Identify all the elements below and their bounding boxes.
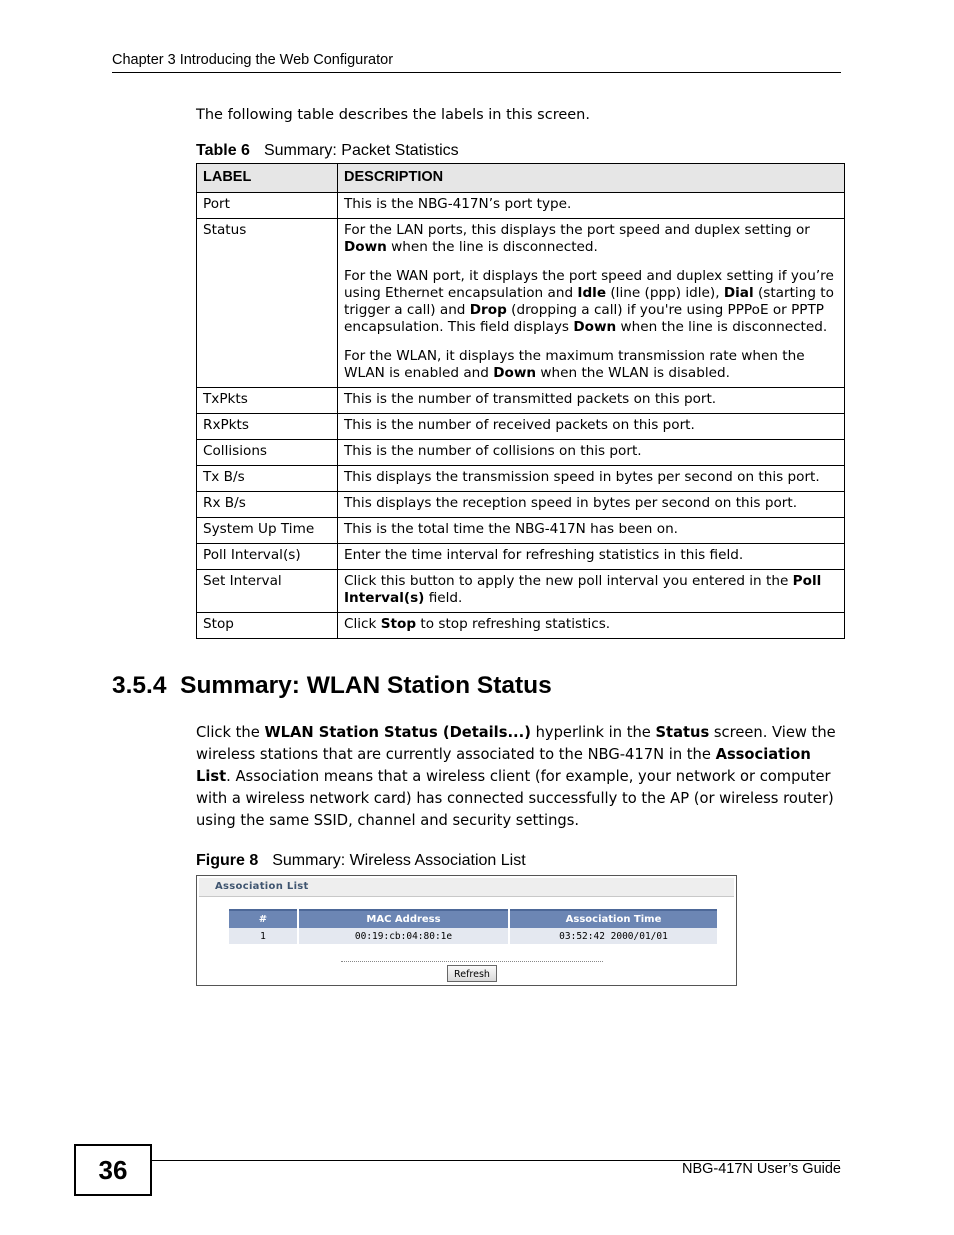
table-caption — [196, 142, 459, 160]
running-header — [112, 52, 841, 73]
table-row — [197, 466, 845, 492]
set-interval-paragraph: Click this button to apply the new poll interval you entered in the Poll Interval(s) field. — [344, 573, 822, 606]
row-label: Poll Interval(s) — [197, 544, 338, 570]
row-label: Status — [197, 219, 338, 388]
row-description: This is the number of received packets on this port. — [338, 414, 845, 440]
row-label: System Up Time — [197, 518, 338, 544]
bold-term: Association List — [196, 746, 811, 785]
row-description: This is the NBG-417N’s port type. — [338, 193, 845, 219]
packet-statistics-table — [196, 163, 845, 639]
row-label: Port — [197, 193, 338, 219]
figure-number: Figure 8 — [196, 852, 259, 869]
row-label: Rx B/s — [197, 492, 338, 518]
bold-term: Down — [344, 239, 387, 255]
section-body-text: Click the WLAN Station Status (Details...) hyperlink in the Status screen. View the wireless stations that are currently associated to the NBG-417N in the Association List. Association means that a wireless client (for example, your network or computer with a wireless network card) has connected successfully to the AP (or wireless router) using the same SSID, channel and security settings. — [196, 724, 836, 829]
station-mac-address: 00:19:cb:04:80:1e — [299, 928, 508, 944]
section-title: Summary: WLAN Station Status — [180, 672, 552, 699]
figure-title: Summary: Wireless Association List — [272, 852, 526, 869]
stop-paragraph: Click Stop to stop refreshing statistics. — [344, 616, 611, 632]
table-row — [197, 613, 845, 639]
row-label: Stop — [197, 613, 338, 639]
row-description: This displays the transmission speed in bytes per second on this port. — [338, 466, 845, 492]
association-list-title: Association List — [215, 881, 309, 892]
table-header-row — [197, 164, 845, 193]
status-wan-paragraph: For the WAN port, it displays the port speed and duplex setting if you’re using Ethernet encapsulation and Idle (line (ppp) idle), Dial (starting to trigger a call) and Drop (dropping a call) if you're using PPPoE or PPTP encapsulation. This field displays Down when the line is disconnected. — [344, 268, 834, 335]
table-row — [229, 928, 717, 944]
row-description: This is the total time the NBG-417N has been on. — [338, 518, 845, 544]
table-title: Summary: Packet Statistics — [263, 142, 459, 159]
table-row — [197, 193, 845, 219]
bold-term: Down — [573, 319, 617, 335]
table-row — [197, 518, 845, 544]
row-description — [338, 219, 845, 388]
table-row — [197, 388, 845, 414]
association-list-title-bar — [199, 878, 734, 897]
bold-term: Dial — [723, 285, 754, 301]
row-label: TxPkts — [197, 388, 338, 414]
row-label: Collisions — [197, 440, 338, 466]
association-time-column-header[interactable]: Association Time — [510, 909, 717, 928]
status-lan-paragraph: For the LAN ports, this displays the port speed and duplex setting or Down when the line is disconnected. — [344, 222, 810, 255]
refresh-button[interactable]: Refresh — [447, 965, 497, 982]
row-description: Enter the time interval for refreshing statistics in this field. — [338, 544, 845, 570]
dotted-divider — [341, 961, 603, 962]
bold-term: Down — [493, 365, 537, 381]
index-column-header[interactable]: # — [229, 909, 297, 928]
figure-caption — [196, 852, 526, 870]
association-list-screenshot — [196, 875, 737, 986]
table-number: Table 6 — [196, 142, 250, 159]
table-row — [197, 414, 845, 440]
row-description: This displays the reception speed in bytes per second on this port. — [338, 492, 845, 518]
status-wlan-paragraph: For the WLAN, it displays the maximum transmission rate when the WLAN is enabled and Down when the WLAN is disabled. — [344, 348, 805, 381]
chapter-title: Chapter 3 Introducing the Web Configurator — [112, 52, 394, 68]
row-label: Tx B/s — [197, 466, 338, 492]
page-number: 36 — [74, 1144, 152, 1196]
table-row — [197, 440, 845, 466]
station-association-time: 03:52:42 2000/01/01 — [510, 928, 717, 944]
station-index: 1 — [229, 928, 297, 944]
section-number: 3.5.4 — [112, 672, 167, 699]
row-label: Set Interval — [197, 570, 338, 613]
bold-term: Drop — [469, 302, 507, 318]
table-row — [197, 492, 845, 518]
table-row — [197, 570, 845, 613]
bold-term: Status — [655, 724, 710, 741]
bold-term: Poll Interval(s) — [344, 573, 822, 606]
table-row — [197, 544, 845, 570]
guide-title: NBG-417N User’s Guide — [681, 1161, 841, 1177]
row-description: This is the number of transmitted packets on this port. — [338, 388, 845, 414]
row-description — [338, 570, 845, 613]
bold-term: Idle — [577, 285, 607, 301]
label-column-header: LABEL — [197, 164, 338, 193]
association-table — [227, 909, 719, 944]
association-header-row — [229, 909, 717, 928]
table-row — [197, 219, 845, 388]
bold-term: WLAN Station Status (Details...) — [264, 724, 531, 741]
description-column-header: DESCRIPTION — [338, 164, 845, 193]
row-description — [338, 613, 845, 639]
section-heading — [112, 672, 552, 700]
row-label: RxPkts — [197, 414, 338, 440]
intro-text: The following table describes the labels in this screen. — [196, 107, 590, 123]
row-description: This is the number of collisions on this port. — [338, 440, 845, 466]
mac-address-column-header[interactable]: MAC Address — [299, 909, 508, 928]
bold-term: Stop — [380, 616, 417, 632]
